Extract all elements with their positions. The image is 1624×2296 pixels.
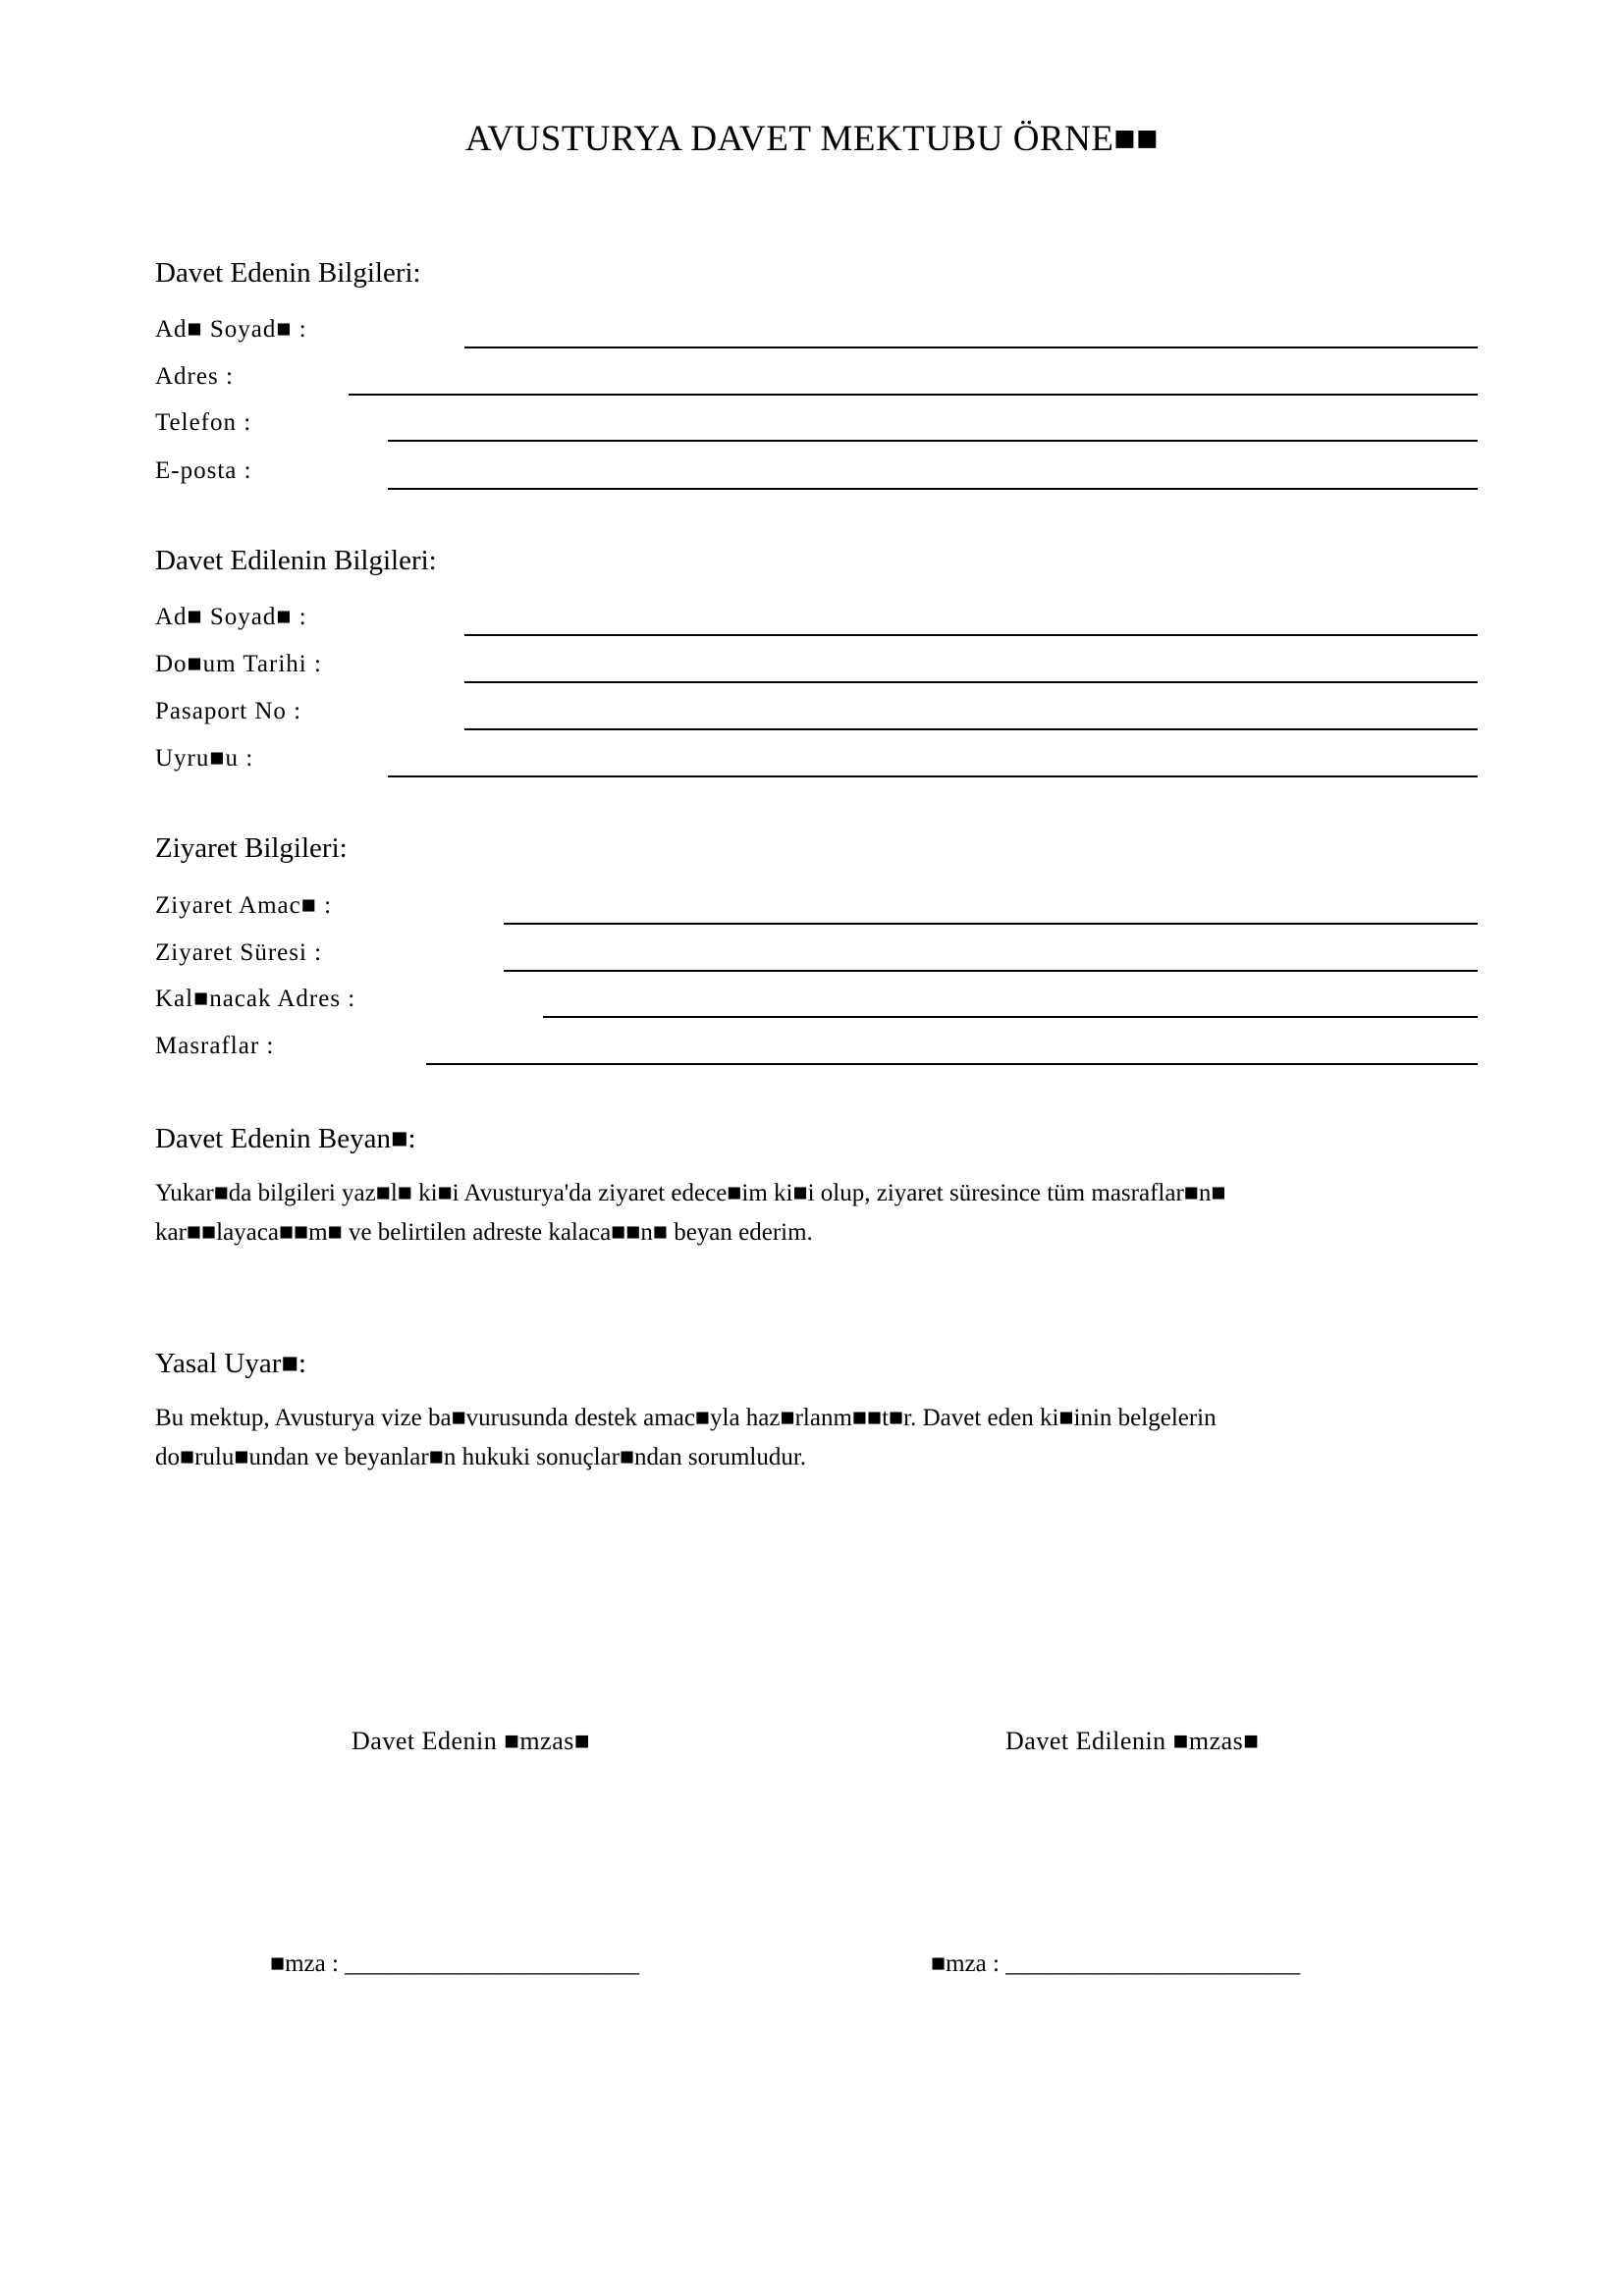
declaration-line-2: kar■■layaca■■m■ ve belirtilen adreste kalaca■■n■ beyan ederim. — [155, 1219, 813, 1246]
visit-expenses-line[interactable] — [426, 1063, 1478, 1065]
inviter-name-label: Ad■ Soyad■ : — [155, 316, 307, 343]
declaration-heading: Davet Edenin Beyan■: — [155, 1123, 416, 1154]
legal-text — [155, 1399, 1490, 1477]
inviter-email-line[interactable] — [388, 488, 1478, 490]
declaration-line-1: Yukar■da bilgileri yaz■l■ ki■i Avusturya'da ziyaret edece■im ki■i olup, ziyaret süresince tüm masraflar■n■ — [155, 1180, 1226, 1206]
invitee-name-label: Ad■ Soyad■ : — [155, 604, 307, 630]
visit-address-line[interactable] — [543, 1016, 1478, 1018]
legal-line-2: do■rulu■undan ve beyanlar■n hukuki sonuçlar■ndan sorumludur. — [155, 1444, 807, 1470]
inviter-email-label: E-posta : — [155, 457, 252, 484]
invitee-birthdate-line[interactable] — [464, 681, 1478, 683]
visit-purpose-label: Ziyaret Amac■ : — [155, 892, 333, 919]
visit-address-label: Kal■nacak Adres : — [155, 986, 356, 1012]
inviter-address-line[interactable] — [349, 394, 1478, 396]
inviter-phone-label: Telefon : — [155, 409, 252, 436]
inviter-signature-line[interactable]: ■mza : ________________________ — [270, 1950, 640, 1977]
visit-duration-line[interactable] — [504, 970, 1478, 972]
visit-duration-label: Ziyaret Süresi : — [155, 939, 323, 966]
invitee-passport-label: Pasaport No : — [155, 698, 302, 724]
inviter-name-line[interactable] — [464, 347, 1478, 348]
inviter-phone-line[interactable] — [388, 440, 1478, 442]
invitee-signature-label: Davet Edilenin ■mzas■ — [1005, 1727, 1260, 1755]
invitee-heading: Davet Edilenin Bilgileri: — [155, 545, 437, 576]
inviter-address-label: Adres : — [155, 363, 234, 390]
invitee-passport-line[interactable] — [464, 728, 1478, 730]
invitee-name-line[interactable] — [464, 634, 1478, 636]
document-title: AVUSTURYA DAVET MEKTUBU ÖRNE■■ — [464, 119, 1160, 159]
invitee-signature-line[interactable]: ■mza : ________________________ — [931, 1950, 1301, 1977]
visit-expenses-label: Masraflar : — [155, 1033, 275, 1059]
declaration-text — [155, 1174, 1490, 1253]
legal-line-1: Bu mektup, Avusturya vize ba■vurusunda destek amac■yla haz■rlanm■■t■r. Davet eden ki■inin belgelerin — [155, 1405, 1217, 1431]
inviter-heading: Davet Edenin Bilgileri: — [155, 257, 421, 289]
invitee-nationality-line[interactable] — [388, 775, 1478, 777]
inviter-signature-label: Davet Edenin ■mzas■ — [352, 1727, 591, 1755]
visit-purpose-line[interactable] — [504, 923, 1478, 925]
visit-heading: Ziyaret Bilgileri: — [155, 832, 348, 864]
legal-heading: Yasal Uyar■: — [155, 1348, 306, 1379]
invitee-birthdate-label: Do■um Tarihi : — [155, 651, 322, 677]
invitee-nationality-label: Uyru■u : — [155, 745, 254, 772]
